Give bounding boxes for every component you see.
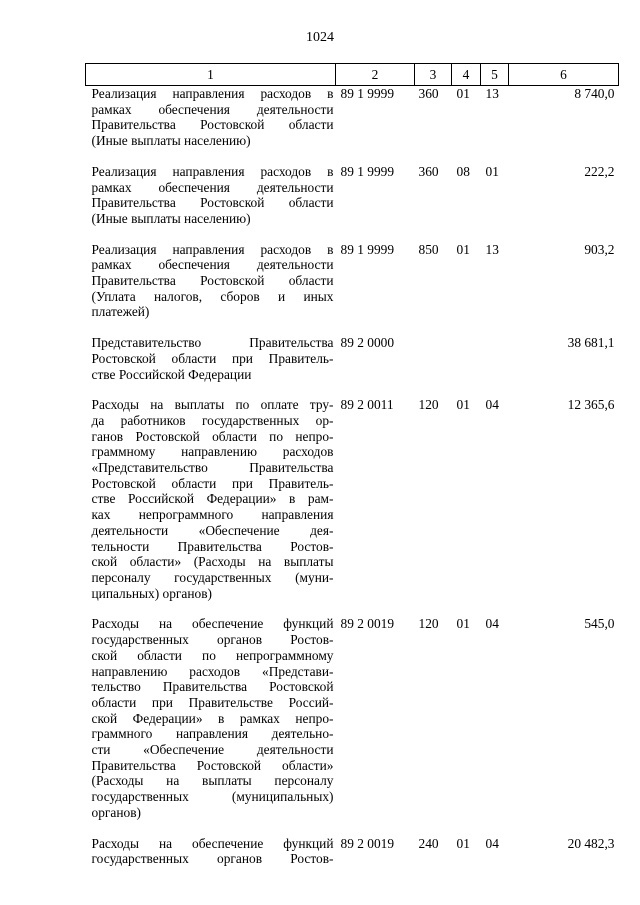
name-line: (Расходы на выплаты персоналу [91,773,334,789]
cell-expense-name [86,335,336,397]
name-line: Ростовской области при Правитель- [91,350,334,366]
name-line: Правительства Ростовской области» [91,757,334,773]
cell-subsection [481,335,509,397]
cell-expense-name [86,616,336,835]
cell-target-code: 89 1 9999 [340,163,395,179]
name-line: рамках обеспечения деятельности [91,101,334,117]
cell-target-code: 89 1 9999 [340,86,395,101]
cell-section: 01 [456,241,470,257]
cell-amount: 8 740,0 [574,86,615,101]
name-line: стве Российской Федерации [91,366,252,382]
name-line: да работников государственных ор- [91,412,334,428]
name-line: «Представительство Правительства [91,460,334,476]
header-col-4: 4 [452,64,481,86]
table-row [86,836,619,882]
name-line: Правительства Ростовской области [91,117,334,133]
name-line: платежей) [91,304,150,320]
table-row [86,242,619,336]
header-col-6: 6 [509,64,619,86]
cell-target-code: 89 2 0000 [340,335,395,351]
name-line: тельности Правительства Ростов- [91,538,334,554]
table-row [86,397,619,616]
name-line: ской области по непрограммному [91,647,334,663]
cell-amount: 38 681,1 [567,335,615,351]
name-line: стве Российской Федерации» в рам- [91,491,334,507]
name-line: (Иные выплаты населению) [91,210,251,226]
cell-section: 01 [456,397,470,413]
name-line: Ростовской области при Правитель- [91,475,334,491]
header-col-1: 1 [86,64,336,86]
header-col-5: 5 [481,64,509,86]
cell-amount: 20 482,3 [567,835,615,851]
cell-expense-name [86,836,336,882]
cell-target-code: 89 1 9999 [340,241,395,257]
cell-target-code: 89 2 0019 [340,616,395,632]
name-line: тельство Правительства Ростовской [91,679,334,695]
name-line: Расходы на обеспечение функций [91,616,334,632]
cell-expense-type: 360 [418,86,439,101]
cell-expense-type [415,335,452,397]
table-row [86,164,619,242]
cell-subsection: 13 [485,241,499,257]
cell-section: 08 [456,163,470,179]
cell-expense-type: 850 [418,241,439,257]
name-line: персоналу государственных (муни- [91,569,334,585]
budget-table [85,63,619,882]
name-line: Реализация направления расходов в [91,241,334,257]
cell-section: 01 [456,616,470,632]
name-line: ках непрограммного направления [91,507,334,523]
name-line: ганов Ростовской области по непро- [91,428,334,444]
name-line: Правительства Ростовской области [91,273,334,289]
name-line: Представительство Правительства [91,335,334,351]
cell-expense-name [86,164,336,242]
cell-expense-name [86,397,336,616]
cell-amount: 903,2 [584,241,615,257]
name-line: рамках обеспечения деятельности [91,179,334,195]
cell-amount: 222,2 [584,163,615,179]
name-line: ской Федерации» в рамках непро- [91,710,334,726]
header-row [86,64,619,86]
name-line: ципальных) органов) [91,585,212,601]
name-line: Расходы на обеспечение функций [91,835,334,851]
name-line: направлению расходов «Представи- [91,663,334,679]
table-row [86,616,619,835]
name-line: Правительства Ростовской области [91,195,334,211]
cell-expense-name [86,86,336,164]
cell-section: 01 [456,86,470,101]
name-line: государственных органов Ростов- [91,632,334,648]
cell-expense-name [86,242,336,336]
name-line: органов) [91,804,141,820]
name-line: граммного направления деятельно- [91,726,334,742]
cell-subsection: 13 [485,86,499,101]
cell-amount: 12 365,6 [567,397,615,413]
cell-section [452,335,481,397]
name-line: рамках обеспечения деятельности [91,257,334,273]
cell-expense-type: 240 [418,835,439,851]
table-row [86,86,619,164]
cell-expense-type: 120 [418,397,439,413]
cell-subsection: 04 [485,397,499,413]
name-line: сти «Обеспечение деятельности [91,742,334,758]
cell-target-code: 89 2 0011 [340,397,394,413]
cell-expense-type: 120 [418,616,439,632]
cell-subsection: 01 [485,163,499,179]
cell-section: 01 [456,835,470,851]
page-number: 1024 [306,30,334,45]
name-line: области при Правительстве Россий- [91,694,334,710]
cell-subsection: 04 [485,616,499,632]
header-col-3: 3 [415,64,452,86]
name-line: (Уплата налогов, сборов и иных [91,288,334,304]
cell-amount: 545,0 [584,616,615,632]
name-line: Реализация направления расходов в [91,163,334,179]
name-line: (Иные выплаты населению) [91,133,251,149]
name-line: Расходы на выплаты по оплате тру- [91,397,334,413]
name-line: граммному направлению расходов [91,444,334,460]
cell-target-code: 89 2 0019 [340,835,395,851]
table-row [86,335,619,397]
name-line: деятельности «Обеспечение дея- [91,522,334,538]
cell-subsection: 04 [485,835,499,851]
table-body [86,86,619,882]
name-line: государственных (муниципальных) [91,789,334,805]
header-col-2: 2 [336,64,415,86]
name-line: государственных органов Ростов- [91,851,334,867]
name-line: Реализация направления расходов в [91,86,334,101]
cell-expense-type: 360 [418,163,439,179]
name-line: ской области» (Расходы на выплаты [91,554,334,570]
